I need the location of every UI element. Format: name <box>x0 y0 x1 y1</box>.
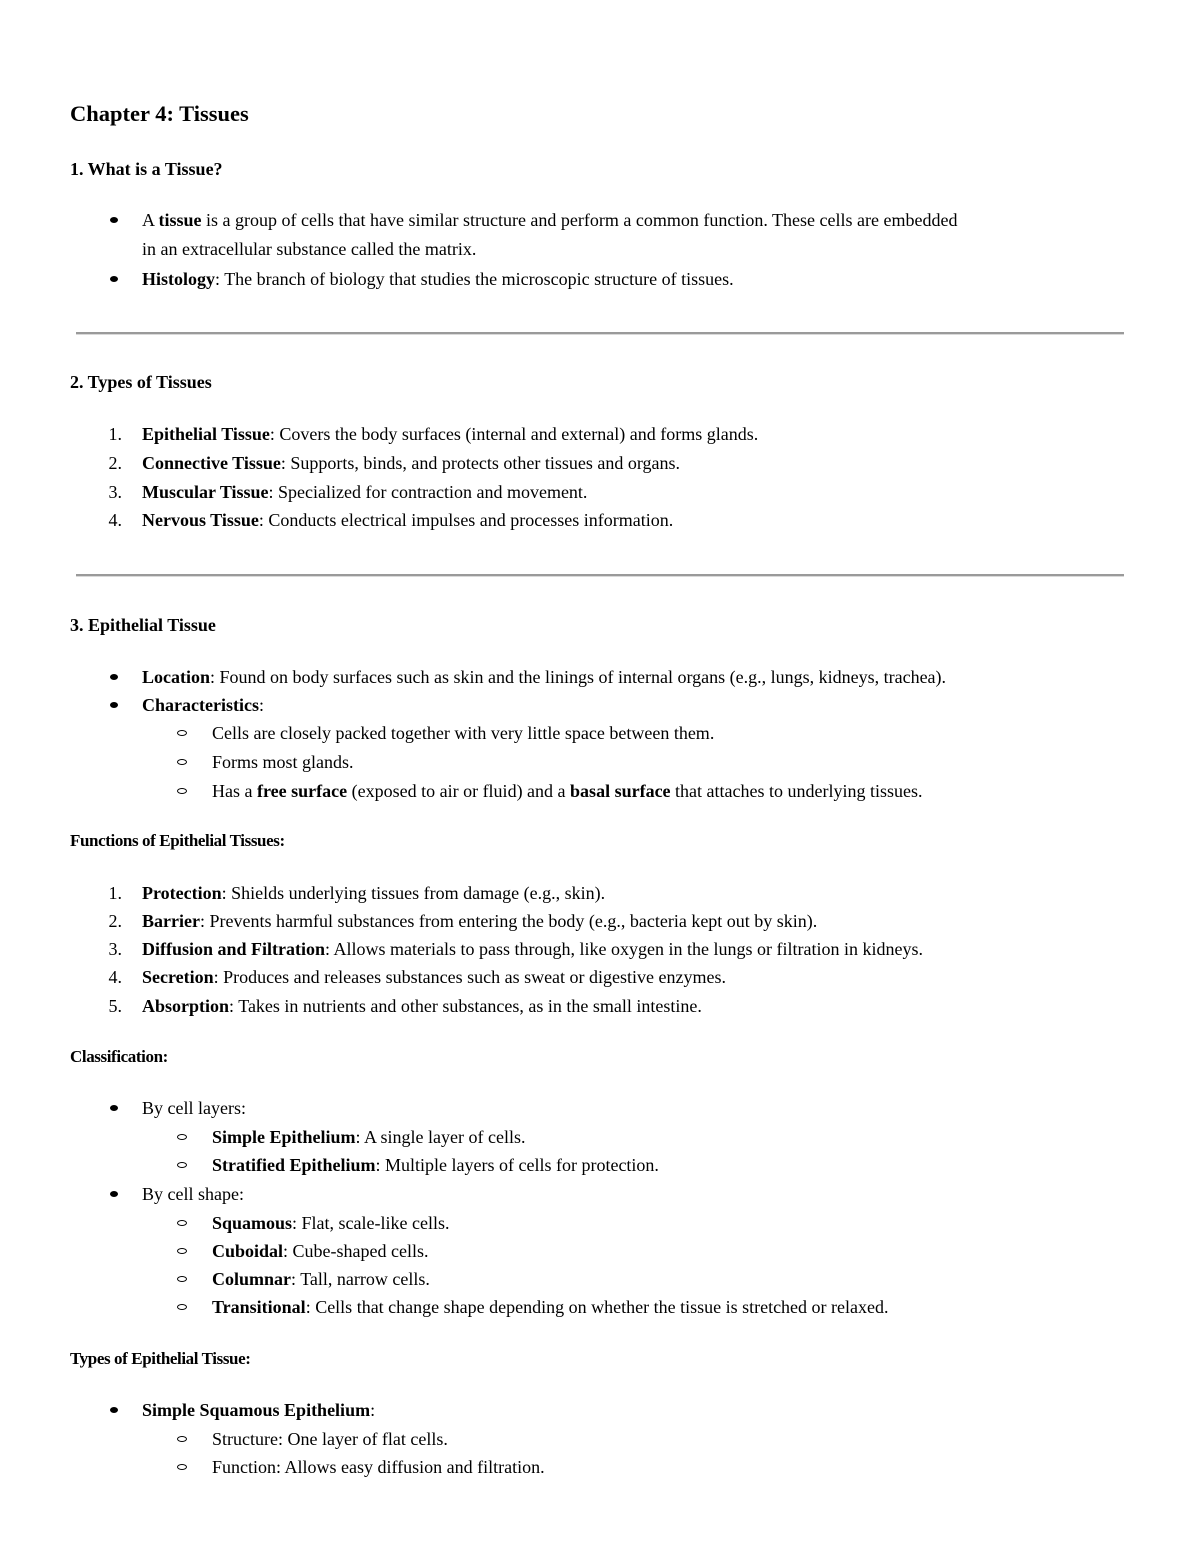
circle-bullet-icon <box>177 788 187 794</box>
circle-bullet-icon <box>177 1436 187 1442</box>
bullet-icon <box>110 1407 118 1413</box>
circle-bullet-icon <box>177 759 187 765</box>
subheading-functions: Functions of Epithelial Tissues: <box>70 831 285 850</box>
list-number: 2. <box>108 911 122 931</box>
list-number: 4. <box>108 967 122 987</box>
list-item: By cell layers: <box>142 1098 246 1118</box>
sub-list-item: Transitional: Cells that change shape depending on whether the tissue is stretched or relaxed. <box>212 1297 889 1317</box>
sub-list-item: Forms most glands. <box>212 752 354 772</box>
bullet-icon <box>110 276 118 282</box>
sub-list-item: Has a free surface (exposed to air or fluid) and a basal surface that attaches to underlying tissues. <box>212 781 923 801</box>
list-item: Connective Tissue: Supports, binds, and protects other tissues and organs. <box>142 453 680 473</box>
list-item: By cell shape: <box>142 1184 244 1204</box>
section-heading-epithelial-tissue: 3. Epithelial Tissue <box>70 615 216 635</box>
list-item: A tissue is a group of cells that have similar structure and perform a common function. These cells are embedded <box>142 210 958 230</box>
list-item: Nervous Tissue: Conducts electrical impulses and processes information. <box>142 510 674 530</box>
circle-bullet-icon <box>177 1276 187 1282</box>
bullet-icon <box>110 1105 118 1111</box>
section-heading-types-of-tissues: 2. Types of Tissues <box>70 372 212 392</box>
sub-list-item: Cuboidal: Cube-shaped cells. <box>212 1241 429 1261</box>
page-title: Chapter 4: Tissues <box>70 101 249 126</box>
subheading-types-of-epithelial: Types of Epithelial Tissue: <box>70 1349 251 1368</box>
sub-list-item: Function: Allows easy diffusion and filtration. <box>212 1457 545 1477</box>
bullet-icon <box>110 702 118 708</box>
list-item: Muscular Tissue: Specialized for contraction and movement. <box>142 482 588 502</box>
list-item: Absorption: Takes in nutrients and other substances, as in the small intestine. <box>142 996 702 1016</box>
horizontal-rule <box>76 574 1124 577</box>
list-number: 3. <box>108 939 122 959</box>
horizontal-rule <box>76 332 1124 335</box>
sub-list-item: Columnar: Tall, narrow cells. <box>212 1269 430 1289</box>
subheading-classification: Classification: <box>70 1047 168 1066</box>
bullet-icon <box>110 217 118 223</box>
sub-list-item: Stratified Epithelium: Multiple layers of cells for protection. <box>212 1155 659 1175</box>
list-number: 1. <box>108 883 122 903</box>
sub-list-item: Cells are closely packed together with very little space between them. <box>212 723 715 743</box>
circle-bullet-icon <box>177 1304 187 1310</box>
circle-bullet-icon <box>177 1248 187 1254</box>
list-item: Diffusion and Filtration: Allows materials to pass through, like oxygen in the lungs or filtration in kidneys. <box>142 939 923 959</box>
list-number: 4. <box>108 510 122 530</box>
sub-list-item: Squamous: Flat, scale-like cells. <box>212 1213 450 1233</box>
list-number: 3. <box>108 482 122 502</box>
circle-bullet-icon <box>177 1220 187 1226</box>
circle-bullet-icon <box>177 1162 187 1168</box>
list-item: Simple Squamous Epithelium: <box>142 1400 376 1420</box>
list-item: Location: Found on body surfaces such as skin and the linings of internal organs (e.g., lungs, kidneys, trachea). <box>142 667 947 687</box>
list-item: Barrier: Prevents harmful substances from entering the body (e.g., bacteria kept out by skin). <box>142 911 818 931</box>
list-item: Characteristics: <box>142 695 264 715</box>
circle-bullet-icon <box>177 1464 187 1470</box>
section-heading-what-is-tissue: 1. What is a Tissue? <box>70 159 223 179</box>
list-number: 5. <box>108 996 122 1016</box>
list-number: 1. <box>108 424 122 444</box>
list-item-continuation: in an extracellular substance called the matrix. <box>142 239 477 259</box>
sub-list-item: Structure: One layer of flat cells. <box>212 1429 448 1449</box>
list-item: Epithelial Tissue: Covers the body surfaces (internal and external) and forms glands. <box>142 424 759 444</box>
bullet-icon <box>110 674 118 680</box>
circle-bullet-icon <box>177 730 187 736</box>
bullet-icon <box>110 1191 118 1197</box>
list-number: 2. <box>108 453 122 473</box>
circle-bullet-icon <box>177 1134 187 1140</box>
list-item: Protection: Shields underlying tissues from damage (e.g., skin). <box>142 883 606 903</box>
sub-list-item: Simple Epithelium: A single layer of cells. <box>212 1127 526 1147</box>
list-item: Histology: The branch of biology that studies the microscopic structure of tissues. <box>142 269 734 289</box>
list-item: Secretion: Produces and releases substances such as sweat or digestive enzymes. <box>142 967 727 987</box>
